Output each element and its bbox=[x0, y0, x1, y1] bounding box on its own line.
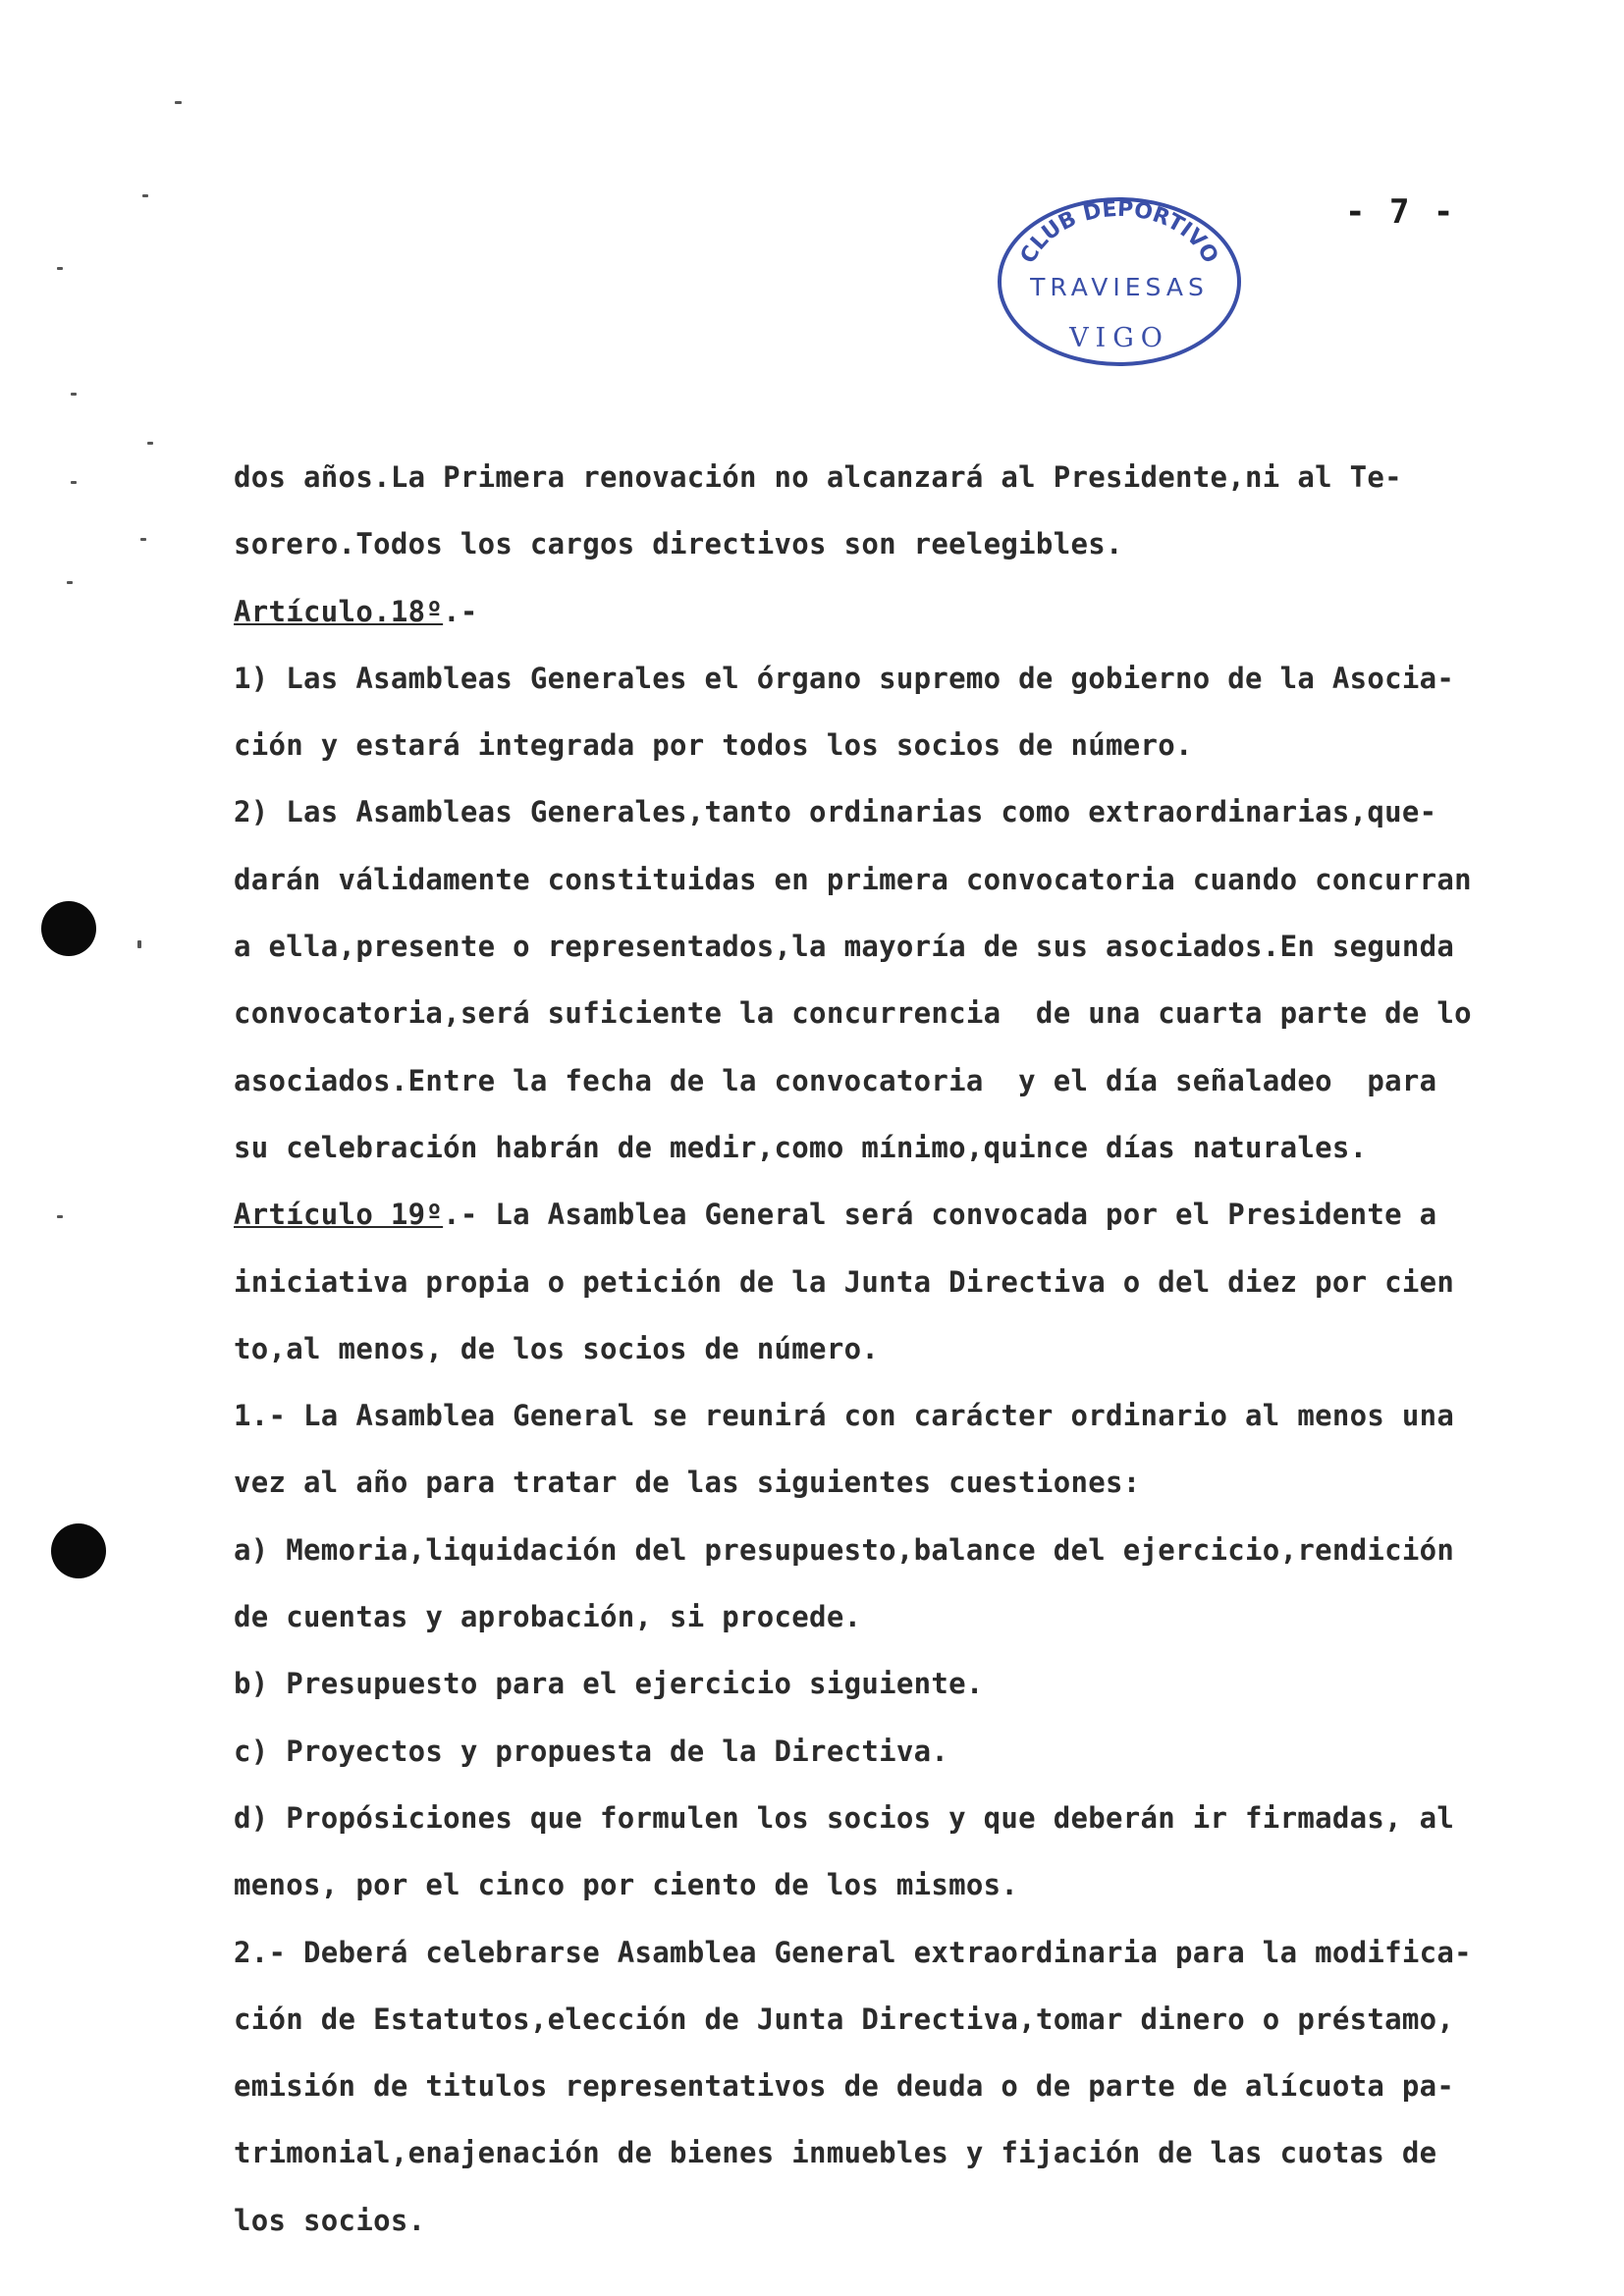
stamp-bottom-text: VIGO bbox=[1069, 323, 1169, 353]
scan-speck bbox=[175, 101, 182, 104]
text-line: ción de Estatutos,elección de Junta Directiva,tomar dinero o préstamo, bbox=[234, 2002, 1455, 2036]
text-line: dos años.La Primera renovación no alcanzará al Presidente,ni al Te- bbox=[234, 460, 1402, 494]
text-line: sorero.Todos los cargos directivos son reelegibles. bbox=[234, 527, 1123, 561]
text-line: 2) Las Asambleas Generales,tanto ordinarias como extraordinarias,que- bbox=[234, 795, 1437, 829]
list-item: b) Presupuesto para el ejercicio siguiente. bbox=[234, 1667, 984, 1701]
scan-speck bbox=[57, 267, 63, 270]
club-stamp bbox=[992, 191, 1247, 373]
scan-speck bbox=[57, 1215, 63, 1218]
scan-speck bbox=[67, 581, 73, 584]
text-line: iniciativa propia o petición de la Junta Directiva o del diez por cien bbox=[234, 1264, 1455, 1299]
article-heading: Artículo.18º.- bbox=[234, 594, 478, 628]
text-line: 2.- Deberá celebrarse Asamblea General extraordinaria para la modifica- bbox=[234, 1935, 1472, 1969]
text-line: los socios. bbox=[234, 2203, 426, 2237]
text-line: su celebración habrán de medir,como mínimo,quince días naturales. bbox=[234, 1130, 1368, 1164]
text-line: to,al menos, de los socios de número. bbox=[234, 1331, 880, 1365]
list-item: c) Proyectos y propuesta de la Directiva. bbox=[234, 1734, 949, 1768]
text-line: trimonial,enajenación de bienes inmuebles y fijación de las cuotas de bbox=[234, 2136, 1437, 2170]
list-item: a) Memoria,liquidación del presupuesto,balance del ejercicio,rendición bbox=[234, 1532, 1455, 1567]
scan-speck bbox=[71, 393, 77, 396]
text-line: a ella,presente o representados,la mayoría de sus asociados.En segunda bbox=[234, 930, 1455, 964]
scan-speck bbox=[140, 538, 146, 541]
text-line: convocatoria,será suficiente la concurrencia de una cuarta parte de lo bbox=[234, 996, 1472, 1031]
document-body bbox=[234, 444, 1618, 2254]
text-line: 1) Las Asambleas Generales el órgano supremo de gobierno de la Asocia- bbox=[234, 661, 1455, 695]
scan-speck bbox=[71, 481, 77, 484]
text-line: 1.- La Asamblea General se reunirá con carácter ordinario al menos una bbox=[234, 1399, 1455, 1433]
text-line: emisión de titulos representativos de deuda o de parte de alícuota pa- bbox=[234, 2069, 1455, 2104]
stamp-middle-text: TRAVIESAS bbox=[1030, 273, 1209, 301]
article-heading: Artículo 19º.- La Asamblea General será convocada por el Presidente a bbox=[234, 1198, 1437, 1232]
text-line: asociados.Entre la fecha de la convocatoria y el día señaladeo para bbox=[234, 1063, 1437, 1097]
scan-speck bbox=[137, 940, 141, 948]
list-item: d) Propósiciones que formulen los socios y que deberán ir firmadas, al bbox=[234, 1800, 1455, 1835]
text-line: vez al año para tratar de las siguientes cuestiones: bbox=[234, 1466, 1141, 1500]
text-line: de cuentas y aprobación, si procede. bbox=[234, 1600, 862, 1634]
binder-hole bbox=[51, 1523, 106, 1578]
stamp-top-text: CLUB DEPORTIVO bbox=[1015, 196, 1223, 268]
scan-speck bbox=[147, 442, 153, 445]
text-line: menos, por el cinco por ciento de los mismos. bbox=[234, 1868, 1019, 1902]
text-line: ción y estará integrada por todos los socios de número. bbox=[234, 728, 1193, 763]
text-line: darán válidamente constituidas en primera convocatoria cuando concurran bbox=[234, 862, 1472, 896]
binder-hole bbox=[41, 901, 96, 956]
page-number: - 7 - bbox=[1345, 192, 1456, 232]
scan-speck bbox=[142, 194, 148, 197]
